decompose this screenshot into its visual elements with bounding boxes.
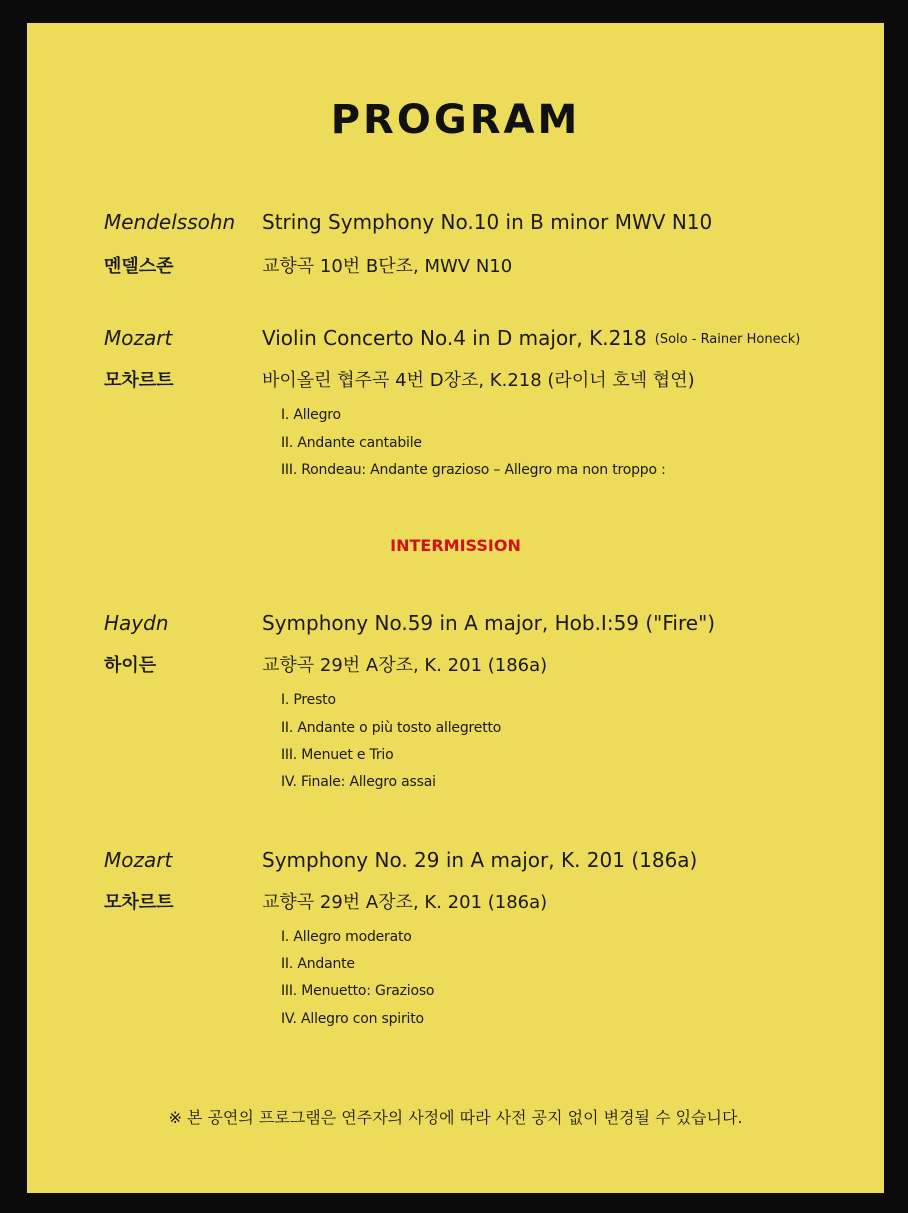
soloist-note: (Solo - Rainer Honeck) (654, 332, 801, 347)
work-title: Symphony No. 29 in A major, K. 201 (186a) (262, 848, 698, 872)
composer-name: Mozart (104, 326, 173, 350)
composer-name-ko: 하이든 (104, 655, 157, 676)
movement-item: IV. Allegro con spirito (281, 1011, 424, 1027)
movement-item: III. Menuetto: Grazioso (281, 983, 435, 999)
work-title: Violin Concerto No.4 in D major, K.218 (262, 326, 647, 350)
work-title: String Symphony No.10 in B minor MWV N10 (262, 210, 713, 234)
work-title-ko: 바이올린 협주곡 4번 D장조, K.218 (라이너 호넥 협연) (262, 370, 695, 391)
movement-item: II. Andante (281, 956, 355, 972)
movement-item: I. Presto (281, 692, 336, 708)
change-notice: ※ 본 공연의 프로그램은 연주자의 사정에 따라 사전 공지 없이 변경될 수 있습니다. (168, 1108, 743, 1127)
work-title-line (262, 326, 800, 350)
page-title: PROGRAM (330, 97, 581, 143)
work-title-ko: 교향곡 10번 B단조, MWV N10 (262, 256, 513, 277)
work-title: Symphony No.59 in A major, Hob.I:59 ("Fire") (262, 611, 716, 635)
work-title-ko: 교향곡 29번 A장조, K. 201 (186a) (262, 655, 548, 676)
composer-name-ko: 모차르트 (104, 892, 174, 913)
movement-item: I. Allegro (281, 407, 341, 423)
composer-name-ko: 모차르트 (104, 370, 174, 391)
composer-name: Mendelssohn (104, 210, 236, 234)
composer-name: Mozart (104, 848, 173, 872)
movement-item: III. Rondeau: Andante grazioso – Allegro ma non troppo : (281, 462, 666, 478)
movement-item: II. Andante cantabile (281, 435, 422, 451)
movement-item: III. Menuet e Trio (281, 747, 394, 763)
intermission-label: INTERMISSION (390, 536, 521, 555)
movement-item: II. Andante o più tosto allegretto (281, 720, 502, 736)
movement-item: I. Allegro moderato (281, 929, 412, 945)
program-panel (27, 23, 884, 1193)
work-title-ko: 교향곡 29번 A장조, K. 201 (186a) (262, 892, 548, 913)
composer-name: Haydn (104, 611, 169, 635)
composer-name-ko: 멘델스존 (104, 256, 174, 277)
movement-item: IV. Finale: Allegro assai (281, 774, 436, 790)
